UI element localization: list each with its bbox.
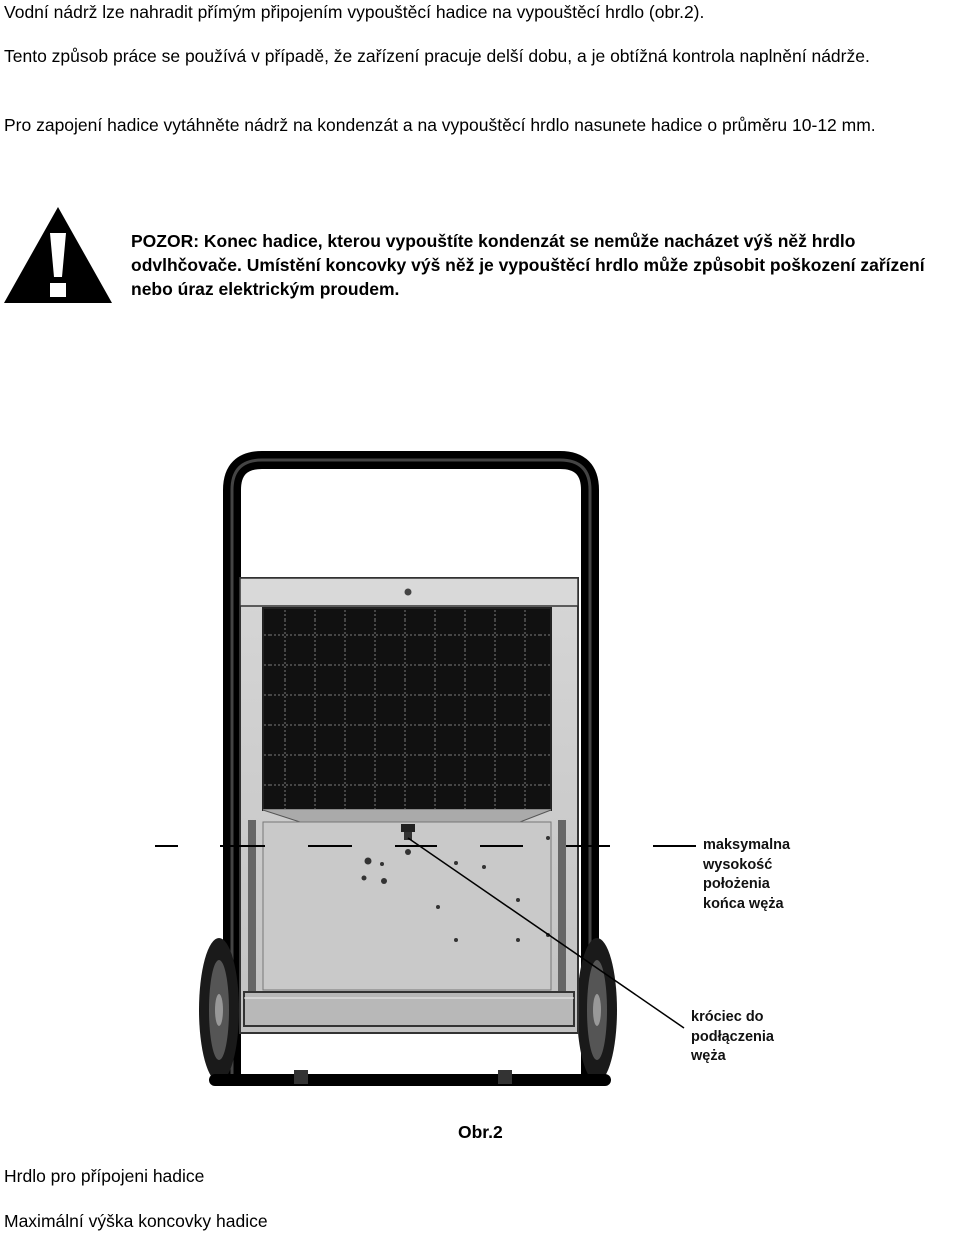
label-connector — [691, 1008, 851, 1067]
paragraph-2: Tento způsob práce se používá v případě, že zařízení pracuje delší dobu, a je obtížná kontrola naplnění nádrže. — [4, 46, 870, 66]
footer-line-2: Maximální výška koncovky hadice — [4, 1211, 268, 1231]
footer-line-1: Hrdlo pro přípojeni hadice — [4, 1166, 205, 1186]
paragraph-3: Pro zapojení hadice vytáhněte nádrž na kondenzát a na vypouštěcí hrdlo nasunete hadice o průměru 10-12 mm. — [4, 115, 876, 135]
label-line: wysokość — [703, 856, 773, 873]
exclamation-triangle-icon — [2, 205, 114, 305]
label-line: końca węża — [703, 895, 784, 912]
label-line: położenia — [703, 876, 770, 892]
label-line: podłączenia — [691, 1028, 774, 1045]
front-grill — [263, 608, 551, 810]
figure-caption: Obr.2 — [458, 1122, 503, 1142]
label-line: węża — [691, 1048, 726, 1064]
warning-text: POZOR: Konec hadice, kterou vypouštíte kondenzát se nemůže nacházet výš něž hrdlo odvlhčovače. Umístění koncovky výš něž je vypouštěcí hrdlo může způsobit poškození zařízení nebo úraz elektrickým proudem. — [131, 231, 925, 299]
label-max-height — [703, 836, 863, 914]
right-wheel — [577, 938, 617, 1082]
label-line: króciec do — [691, 1009, 764, 1025]
label-line: maksymalna — [703, 837, 791, 853]
left-wheel — [199, 938, 239, 1082]
dehumidifier-illustration — [0, 440, 960, 1100]
paragraph-1: Vodní nádrž lze nahradit přímým připojením vypouštěcí hadice na vypouštěcí hrdlo (obr.2). — [4, 2, 705, 22]
